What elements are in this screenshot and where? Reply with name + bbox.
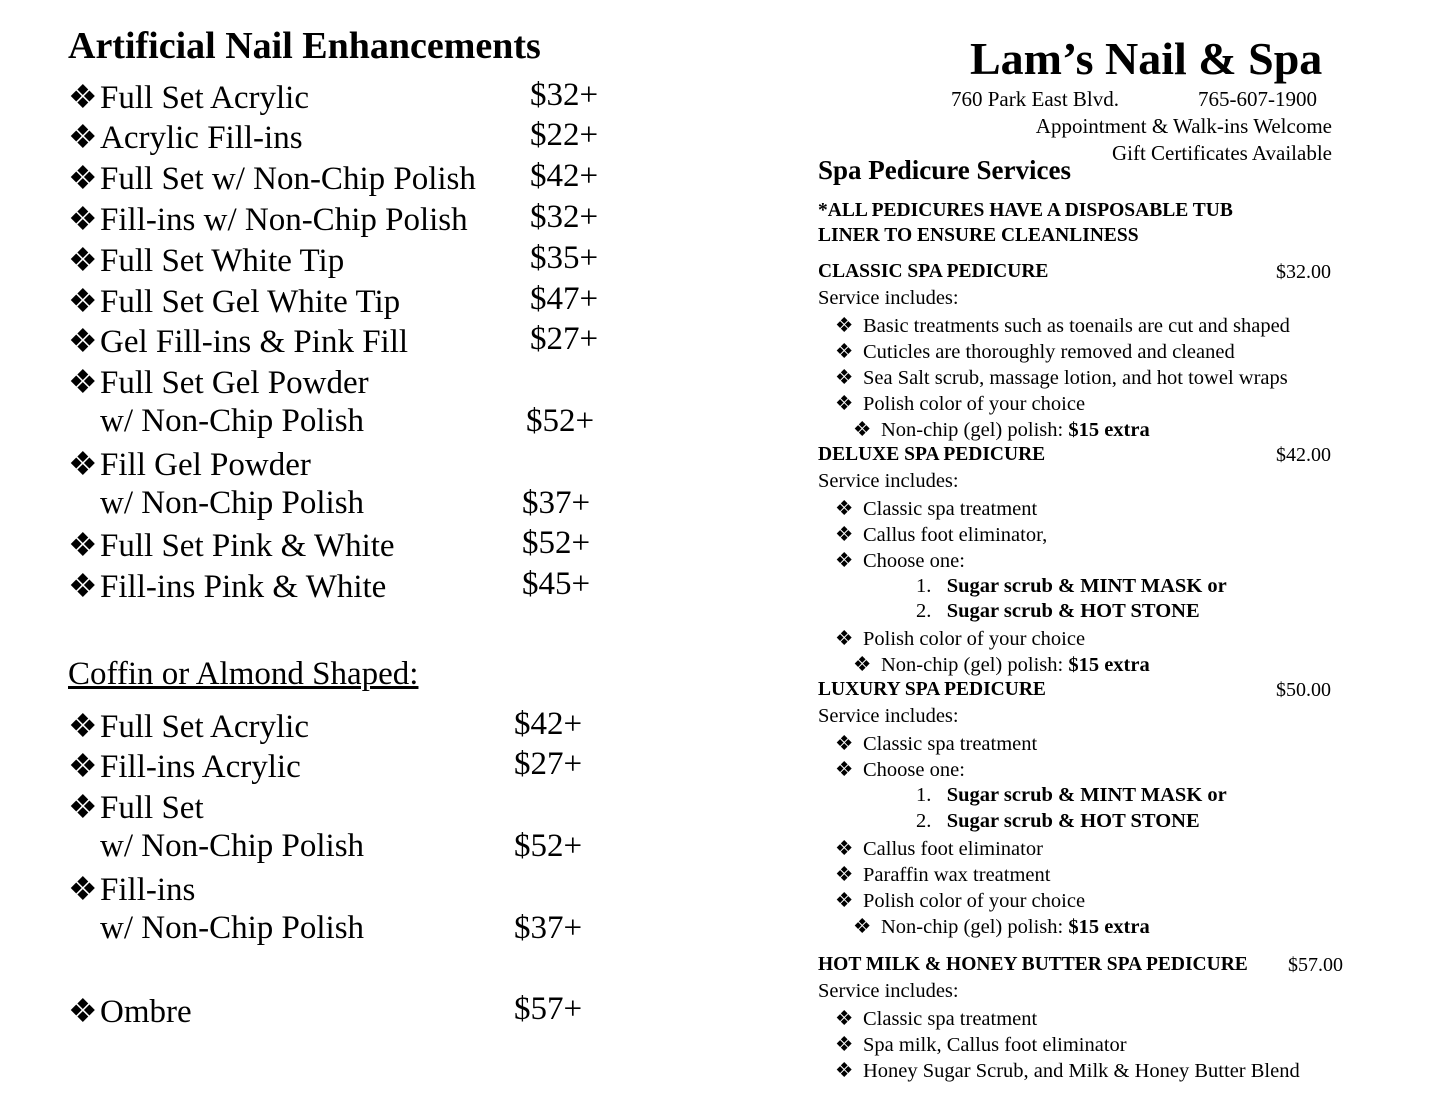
list-item [835,339,1235,364]
coffin-heading: Coffin or Almond Shaped: [68,656,419,692]
list-item-text: Polish color of your choice [863,890,1086,912]
item-price: $32+ [530,199,599,235]
list-item [835,836,1043,861]
list-item [835,862,1050,887]
list-item-text: Choose one: [863,759,965,781]
item-name: Full Set White Tip [100,243,345,279]
item-price: $37+ [514,910,583,946]
menu-item [68,525,395,565]
list-item [835,888,1085,913]
list-item [835,1006,1037,1031]
item-price: $52+ [522,525,591,561]
item-subline: w/ Non-Chip Polish [100,403,365,439]
menu-item [68,240,344,280]
list-item-text: Paraffin wax treatment [863,864,1051,886]
list-item [835,1058,1300,1083]
diamond-bullet-icon: ❖ [835,1060,854,1082]
diamond-bullet-icon: ❖ [853,916,872,938]
diamond-bullet-icon: ❖ [835,315,854,337]
shop-phone: 765-607-1900 [1198,87,1317,111]
list-item-text: Honey Sugar Scrub, and Milk & Honey Butter Blend [863,1060,1300,1082]
milk-price: $57.00 [1288,954,1343,976]
diamond-bullet-icon: ❖ [68,365,98,401]
option-text: Sugar scrub & HOT STONE [946,600,1200,622]
list-item-text: Callus foot eliminator [863,838,1043,860]
item-name: Full Set w/ Non-Chip Polish [100,161,476,197]
gel-label: Non-chip (gel) polish: [881,654,1069,676]
item-name: Acrylic Fill-ins [100,120,303,156]
diamond-bullet-icon: ❖ [68,790,98,826]
diamond-bullet-icon: ❖ [68,202,98,238]
gel-extra-item [853,914,1150,939]
diamond-bullet-icon: ❖ [68,872,98,908]
list-item [835,496,1037,521]
menu-item [68,158,476,198]
item-name: Full Set Acrylic [100,80,309,116]
shop-name: Lam’s Nail & Spa [970,33,1323,84]
menu-item [68,199,468,239]
diamond-bullet-icon: ❖ [68,120,98,156]
option-text: Sugar scrub & MINT MASK or [946,784,1227,806]
diamond-bullet-icon: ❖ [853,654,872,676]
notice-line-1: *ALL PEDICURES HAVE A DISPOSABLE TUB [818,200,1233,221]
diamond-bullet-icon: ❖ [835,628,854,650]
diamond-bullet-icon: ❖ [853,419,872,441]
menu-item [68,444,311,484]
menu-item-sub [68,485,364,522]
list-item [835,731,1037,756]
menu-item-sub [68,828,364,865]
item-name: Full Set Gel White Tip [100,284,401,320]
item-price: $52+ [526,403,595,439]
diamond-bullet-icon: ❖ [68,161,98,197]
item-price: $27+ [514,746,583,782]
service-includes: Service includes: [818,470,959,492]
diamond-bullet-icon: ❖ [68,709,98,745]
list-item-text: Cuticles are thoroughly removed and cleaned [863,341,1235,363]
diamond-bullet-icon: ❖ [68,284,98,320]
diamond-bullet-icon: ❖ [835,524,854,546]
item-price: $45+ [522,566,591,602]
option-item [916,810,1200,833]
menu-item [68,566,386,606]
item-price: $52+ [514,828,583,864]
menu-item [68,117,303,157]
notice-line-2: LINER TO ENSURE CLEANLINESS [818,225,1139,246]
list-item [835,548,965,573]
menu-item [68,787,204,827]
list-item-text: Choose one: [863,550,965,572]
diamond-bullet-icon: ❖ [835,733,854,755]
list-item-text: Classic spa treatment [863,733,1038,755]
item-name: Full Set Acrylic [100,709,309,745]
item-name: Fill Gel Powder [100,447,311,483]
diamond-bullet-icon: ❖ [68,324,98,360]
diamond-bullet-icon: ❖ [68,528,98,564]
menu-item [68,362,369,402]
spa-title: Spa Pedicure Services [818,155,1071,185]
diamond-bullet-icon: ❖ [68,243,98,279]
menu-item [68,869,195,909]
list-item [835,313,1290,338]
shop-gift: Gift Certificates Available [1111,141,1332,165]
diamond-bullet-icon: ❖ [68,749,98,785]
milk-heading: HOT MILK & HONEY BUTTER SPA PEDICURE [818,954,1248,975]
list-item-text: Basic treatments such as toenails are cut and shaped [863,315,1290,337]
list-item-text: Polish color of your choice [863,628,1086,650]
luxury-heading: LUXURY SPA PEDICURE [818,679,1046,700]
deluxe-heading: DELUXE SPA PEDICURE [818,444,1046,465]
item-price: $32+ [530,77,599,113]
option-number: 2. [916,600,932,622]
menu-item [68,706,309,746]
list-item [835,757,965,782]
gel-extra-item [853,417,1150,442]
diamond-bullet-icon: ❖ [835,550,854,572]
shop-address: 760 Park East Blvd. [951,87,1119,111]
left-title: Artificial Nail Enhancements [68,25,541,67]
item-price: $22+ [530,117,599,153]
list-item-text: Spa milk, Callus foot eliminator [863,1034,1127,1056]
diamond-bullet-icon: ❖ [68,569,98,605]
list-item [835,391,1085,416]
menu-item [68,281,400,321]
item-subline: w/ Non-Chip Polish [100,828,365,864]
list-item-text: Polish color of your choice [863,393,1086,415]
item-subline: w/ Non-Chip Polish [100,485,365,521]
item-name: Full Set [100,790,204,826]
option-text: Sugar scrub & HOT STONE [946,810,1200,832]
diamond-bullet-icon: ❖ [835,838,854,860]
service-includes: Service includes: [818,705,959,727]
diamond-bullet-icon: ❖ [68,994,98,1030]
service-includes: Service includes: [818,287,959,309]
list-item [835,626,1085,651]
item-price: $27+ [530,321,599,357]
deluxe-price: $42.00 [1276,444,1331,466]
list-item-text: Sea Salt scrub, massage lotion, and hot towel wraps [863,367,1288,389]
classic-price: $32.00 [1276,261,1331,283]
item-name: Fill-ins Pink & White [100,569,387,605]
list-item [835,1032,1127,1057]
option-item [916,575,1227,598]
diamond-bullet-icon: ❖ [835,1034,854,1056]
item-price: $57+ [514,991,583,1027]
item-name: Full Set Pink & White [100,528,395,564]
menu-item-sub [68,910,364,947]
item-name: Ombre [100,994,192,1030]
classic-heading: CLASSIC SPA PEDICURE [818,261,1049,282]
option-number: 1. [916,784,932,806]
menu-item [68,77,309,117]
item-name: Full Set Gel Powder [100,365,369,401]
diamond-bullet-icon: ❖ [835,393,854,415]
item-price: $42+ [514,706,583,742]
menu-item-sub [68,403,364,440]
option-item [916,600,1200,623]
list-item-text: Callus foot eliminator, [863,524,1048,546]
list-item-text: Classic spa treatment [863,498,1038,520]
option-number: 1. [916,575,932,597]
item-price: $42+ [530,158,599,194]
diamond-bullet-icon: ❖ [68,447,98,483]
item-price: $47+ [530,281,599,317]
diamond-bullet-icon: ❖ [835,759,854,781]
option-item [916,784,1227,807]
gel-label: Non-chip (gel) polish: [881,916,1069,938]
menu-item [68,321,408,361]
list-item-text: Classic spa treatment [863,1008,1038,1030]
diamond-bullet-icon: ❖ [835,1008,854,1030]
item-price: $35+ [530,240,599,276]
gel-label: Non-chip (gel) polish: [881,419,1069,441]
diamond-bullet-icon: ❖ [835,367,854,389]
gel-extra-price: $15 extra [1068,654,1150,676]
menu-item [68,746,301,786]
item-subline: w/ Non-Chip Polish [100,910,365,946]
menu-item [68,991,192,1031]
option-number: 2. [916,810,932,832]
item-name: Gel Fill-ins & Pink Fill [100,324,409,360]
item-price: $37+ [522,485,591,521]
diamond-bullet-icon: ❖ [68,80,98,116]
item-name: Fill-ins [100,872,196,908]
diamond-bullet-icon: ❖ [835,864,854,886]
list-item [835,365,1288,390]
option-text: Sugar scrub & MINT MASK or [946,575,1227,597]
gel-extra-item [853,652,1150,677]
diamond-bullet-icon: ❖ [835,890,854,912]
gel-extra-price: $15 extra [1068,419,1150,441]
luxury-price: $50.00 [1276,679,1331,701]
list-item [835,522,1047,547]
shop-appointment: Appointment & Walk-ins Welcome [1035,114,1332,138]
item-name: Fill-ins Acrylic [100,749,301,785]
gel-extra-price: $15 extra [1068,916,1150,938]
diamond-bullet-icon: ❖ [835,341,854,363]
item-name: Fill-ins w/ Non-Chip Polish [100,202,468,238]
diamond-bullet-icon: ❖ [835,498,854,520]
service-includes: Service includes: [818,980,959,1002]
